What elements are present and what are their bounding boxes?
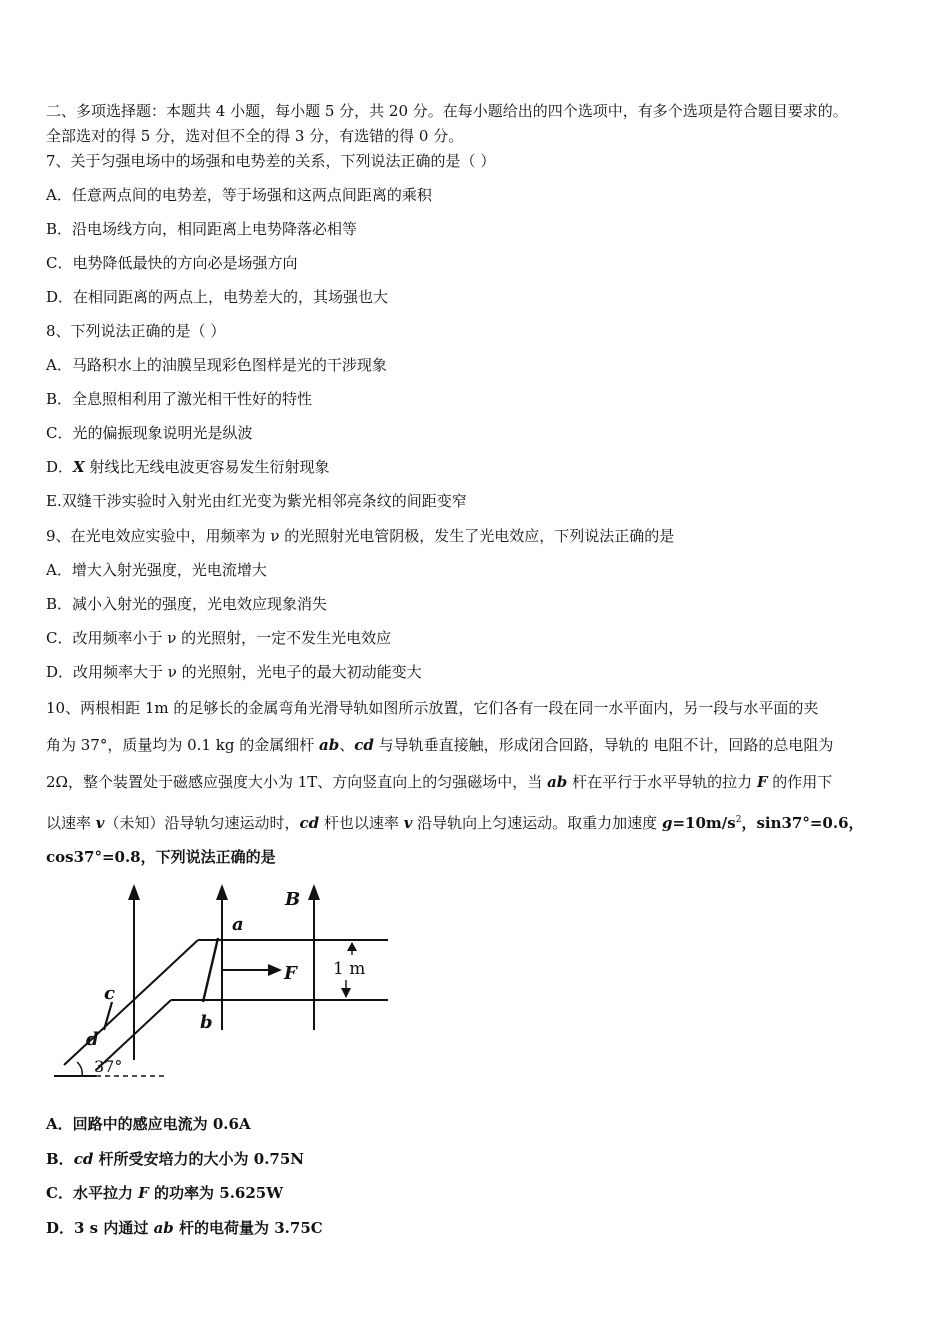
- q10-l4-sup: 2: [735, 815, 742, 825]
- q7-option-c: C．电势降低最快的方向必是场强方向: [46, 254, 298, 272]
- q8-option-d: [46, 457, 329, 477]
- q10-l3-ab: ab: [547, 773, 568, 791]
- q10-stem-line5: cos37°=0.8，下列说法正确的是: [46, 848, 276, 866]
- rail-figure: [46, 880, 406, 1085]
- q10-d-text1: D．3 s 内通过: [46, 1219, 154, 1237]
- label-c: c: [104, 983, 115, 1004]
- q10-c-F: F: [138, 1184, 149, 1202]
- q9-option-b: B．减小入射光的强度，光电效应现象消失: [46, 595, 328, 613]
- upper-rail-incline: [64, 940, 198, 1065]
- q10-c-text1: C．水平拉力: [46, 1184, 139, 1202]
- q10-b-cd: cd: [73, 1150, 94, 1168]
- q10-l4-g: g: [661, 814, 673, 832]
- q10-d-text2: 杆的电荷量为 3.75C: [173, 1219, 323, 1237]
- q7-option-d: D．在相同距离的两点上，电势差大的，其场强也大: [46, 288, 389, 306]
- q10-l4-v1: v: [95, 814, 105, 832]
- q10-stem-line3: [46, 772, 832, 792]
- q10-d-ab: ab: [153, 1219, 174, 1237]
- q10-option-c: [46, 1183, 283, 1203]
- field-arrow-2: [216, 884, 228, 900]
- q9-option-c: C．改用频率小于 ν 的光照射，一定不发生光电效应: [46, 629, 392, 647]
- q10-l4-text5: =10m/s: [672, 814, 736, 832]
- dist-arrow-top: [347, 942, 357, 951]
- q10-l3-text2: 杆在平行于水平导轨的拉力: [567, 773, 757, 791]
- q10-l2-cd: cd: [354, 736, 374, 754]
- dist-arrow-bottom: [341, 988, 351, 998]
- q10-option-b: [46, 1149, 304, 1169]
- label-distance: 1 m: [333, 959, 366, 979]
- q10-l2-text2: 、: [339, 736, 355, 754]
- rod-ab: [203, 938, 218, 1002]
- label-B: B: [285, 889, 301, 910]
- q10-a-text: A．回路中的感应电流为 0.6A: [46, 1115, 251, 1133]
- q8-d-rest: 射线比无线电波更容易发生衍射现象: [84, 458, 330, 476]
- q10-stem-line4: [46, 810, 864, 833]
- q10-l2-text3: 与导轨垂直接触，形成闭合回路，导轨的 电阻不计，回路的总电阻为: [373, 736, 834, 754]
- q10-l3-text3: 的作用下: [767, 773, 833, 791]
- q10-l2-text1: 角为 37°，质量均为 0.1 kg 的金属细杆: [46, 736, 319, 754]
- q8-option-c: C．光的偏振现象说明光是纵波: [46, 424, 253, 442]
- q10-l3-text1: 2Ω，整个装置处于磁感应强度大小为 1T、方向竖直向上的匀强磁场中，当: [46, 773, 548, 791]
- q10-option-a: [46, 1114, 251, 1134]
- label-a: a: [232, 914, 244, 935]
- section-heading-line2: 全部选对的得 5 分，选对但不全的得 3 分，有选错的得 0 分。: [46, 127, 464, 145]
- q10-l4-v2: v: [403, 814, 413, 832]
- q8-stem: 8、下列说法正确的是（ ）: [46, 322, 226, 340]
- q9-option-d: D．改用频率大于 ν 的光照射，光电子的最大初动能变大: [46, 663, 422, 681]
- q8-option-b: B．全息照相利用了激光相干性好的特性: [46, 390, 313, 408]
- q7-stem: 7、关于匀强电场中的场强和电势差的关系，下列说法正确的是（ ）: [46, 152, 496, 170]
- q8-d-x: X: [73, 458, 85, 476]
- q10-b-rest: 杆所受安培力的大小为 0.75N: [93, 1150, 305, 1168]
- q10-l2-ab: ab: [318, 736, 340, 754]
- q10-l4-text4: 沿导轨向上匀速运动。取重力加速度: [412, 814, 662, 832]
- q10-l4-text3: 杆也以速率: [319, 814, 404, 832]
- q10-l3-F: F: [756, 773, 768, 791]
- label-d: d: [86, 1029, 99, 1050]
- label-F: F: [284, 963, 297, 984]
- q10-c-text2: 的功率为 5.625W: [148, 1184, 284, 1202]
- q9-option-a: A．增大入射光强度，光电流增大: [46, 561, 267, 579]
- q8-option-e: E.双缝干涉实验时入射光由红光变为紫光相邻亮条纹的间距变窄: [46, 492, 467, 510]
- label-b: b: [200, 1012, 213, 1033]
- q10-stem-line2: [46, 735, 833, 755]
- field-arrow-1: [128, 884, 140, 900]
- force-arrowhead: [268, 964, 282, 976]
- q9-stem: 9、在光电效应实验中，用频率为 ν 的光照射光电管阴极，发生了光电效应，下列说法正确的是: [46, 527, 675, 545]
- q10-b-label: B．: [46, 1150, 74, 1168]
- q10-l4-text2: （未知）沿导轨匀速运动时，: [104, 814, 300, 832]
- q10-l4-text1: 以速率: [46, 814, 96, 832]
- label-angle: 37°: [94, 1057, 123, 1076]
- rod-cd: [104, 1002, 112, 1030]
- q8-option-a: A．马路积水上的油膜呈现彩色图样是光的干涉现象: [46, 356, 387, 374]
- field-arrow-3: [308, 884, 320, 900]
- section-heading-line1: 二、多项选择题：本题共 4 小题，每小题 5 分，共 20 分。在每小题给出的四个选项中，有多个选项是符合题目要求的。: [46, 102, 848, 120]
- q10-stem-line1: 10、两根相距 1m 的足够长的金属弯角光滑导轨如图所示放置，它们各有一段在同一水平面内，另一段与水平面的夹: [46, 699, 819, 717]
- q10-option-d: [46, 1218, 323, 1238]
- q7-option-b: B．沿电场线方向，相同距离上电势降落必相等: [46, 220, 358, 238]
- q7-option-a: A．任意两点间的电势差，等于场强和这两点间距离的乘积: [46, 186, 432, 204]
- q8-d-label: D．: [46, 458, 74, 476]
- q10-l4-cd: cd: [299, 814, 320, 832]
- angle-arc: [77, 1062, 82, 1076]
- q10-l4-text6: ，sin37°=0.6，: [741, 814, 864, 832]
